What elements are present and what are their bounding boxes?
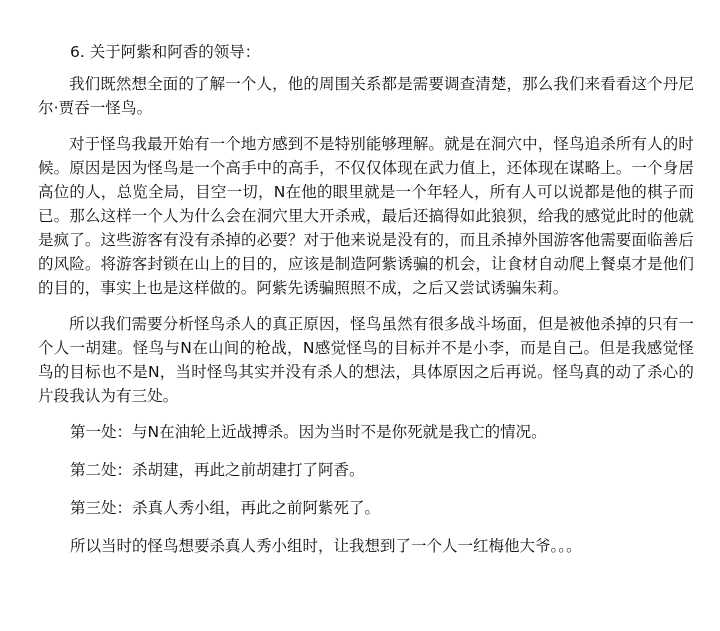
paragraph-analysis: 所以我们需要分析怪鸟杀人的真正原因，怪鸟虽然有很多战斗场面，但是被他杀掉的只有一个人一胡建。怪鸟与N在山间的枪战，N感觉怪鸟的目标并不是小李，而是自己。但是我感觉怪鸟的目标也不是N，当时怪鸟其实并没有杀人的想法，具体原因之后再说。怪鸟真的动了杀心的片段我认为有三处。 <box>38 315 694 405</box>
list-item-first: 第一处：与N在油轮上近战搏杀。因为当时不是你死就是我亡的情况。 <box>70 423 547 441</box>
paragraph-cave: 对于怪鸟我最开始有一个地方感到不是特别能够理解。就是在洞穴中，怪鸟追杀所有人的时候。原因是因为怪鸟是一个高手中的高手，不仅仅体现在武力值上，还体现在谋略上。一个身居高位的人，总览全局，目空一切，N在他的眼里就是一个年轻人，所有人可以说都是他的棋子而已。那么这样一个人为什么会在洞穴里大开杀戒，最后还搞得如此狼狈，给我的感觉此时的他就是疯了。这些游客有没有杀掉的必要？对于他来说是没有的，而且杀掉外国游客他需要面临善后的风险。将游客封锁在山上的目的，应该是制造阿紫诱骗的机会，让食材自动爬上餐桌才是他们的目的，事实上也是这样做的。阿紫先诱骗照照不成，之后又尝试诱骗朱莉。 <box>38 135 694 297</box>
closing-line: 所以当时的怪鸟想要杀真人秀小组时，让我想到了一个人一红梅他大爷。。。 <box>70 537 582 555</box>
list-item-second: 第二处：杀胡建，再此之前胡建打了阿香。 <box>70 461 365 479</box>
section-heading: 6. 关于阿紫和阿香的领导： <box>70 43 261 61</box>
list-item-third: 第三处：杀真人秀小组，再此之前阿紫死了。 <box>70 499 381 517</box>
document-page <box>38 40 694 572</box>
paragraph-intro: 我们既然想全面的了解一个人，他的周围关系都是需要调查清楚，那么我们来看看这个丹尼尔·贾吞一怪鸟。 <box>38 75 694 117</box>
